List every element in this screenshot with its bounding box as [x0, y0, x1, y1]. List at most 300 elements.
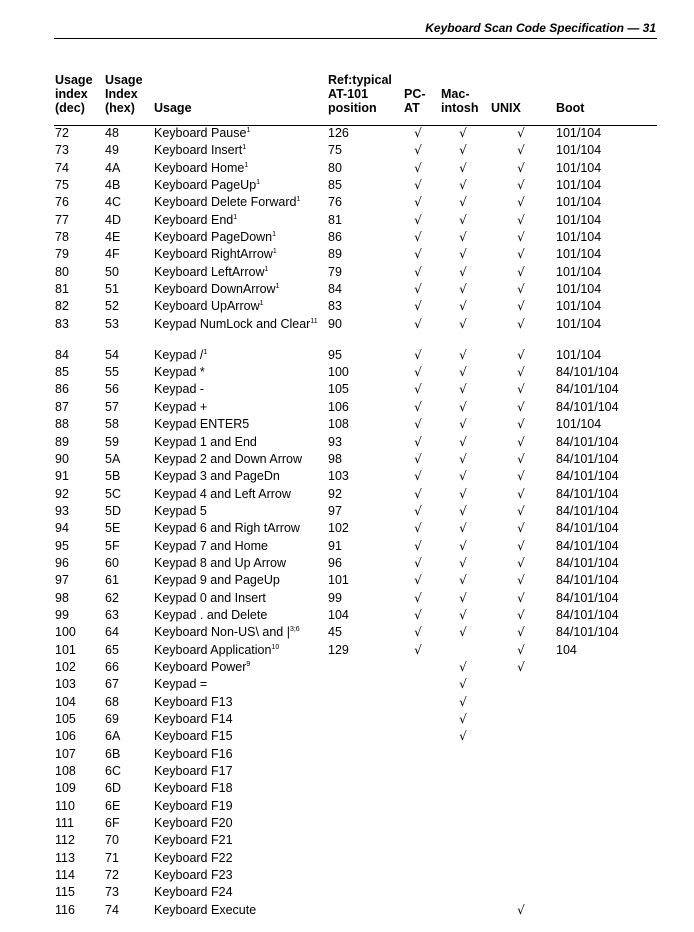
usage-name [154, 643, 326, 658]
table-row [0, 712, 694, 729]
usage-name [154, 382, 326, 397]
pc-at-check-icon: √ [414, 126, 422, 140]
usage-index-hex: 67 [105, 677, 119, 692]
boot-value: 104 [556, 642, 577, 657]
table-row [0, 868, 694, 885]
unix-check-icon: √ [517, 469, 525, 484]
usage-label: Keyboard Application [154, 642, 272, 657]
ref-position: 86 [328, 230, 342, 245]
usage-name [154, 868, 326, 883]
pc-at-check-icon: √ [414, 469, 422, 484]
usage-index-dec: 84 [55, 347, 69, 362]
usage-name [154, 348, 326, 363]
unix-check-icon: √ [517, 625, 525, 640]
macintosh-check-icon: √ [459, 160, 467, 175]
usage-label: Keyboard F13 [154, 694, 233, 709]
usage-index-hex: 4E [105, 230, 121, 245]
usage-name [154, 539, 326, 554]
footnote-ref: 1 [233, 213, 238, 221]
pc-at-check-icon: √ [414, 143, 422, 158]
usage-index-dec: 109 [55, 781, 76, 796]
pc-at-check-icon: √ [414, 642, 422, 657]
table-row [0, 747, 694, 764]
table-row [0, 643, 694, 660]
unix-check-icon: √ [517, 178, 525, 193]
unix-check-icon: √ [517, 555, 525, 570]
usage-label: Keyboard PageUp [154, 178, 257, 193]
usage-index-dec: 104 [55, 694, 76, 709]
ref-position: 96 [328, 555, 342, 570]
usage-index-hex: 55 [105, 365, 119, 380]
usage-label: Keypad 2 and Down Arrow [154, 451, 303, 466]
macintosh-check-icon: √ [459, 264, 467, 279]
boot-value: 84/101/104 [556, 451, 619, 466]
footnote-ref: 1 [246, 127, 251, 134]
running-header: Keyboard Scan Code Specification — 31 [425, 21, 656, 35]
macintosh-check-icon: √ [459, 316, 467, 331]
usage-name [154, 435, 326, 450]
table-row [0, 833, 694, 850]
table-row [0, 469, 694, 486]
usage-name [154, 469, 326, 484]
pc-at-check-icon: √ [414, 247, 422, 262]
pc-at-check-icon: √ [414, 590, 422, 605]
usage-label: Keypad + [154, 399, 208, 414]
usage-index-hex: 5C [105, 486, 121, 501]
usage-name [154, 299, 326, 314]
usage-name [154, 729, 326, 744]
table-row [0, 161, 694, 178]
ref-position: 102 [328, 521, 349, 536]
table-row [0, 729, 694, 746]
unix-check-icon: √ [517, 486, 525, 501]
boot-value: 84/101/104 [556, 469, 619, 484]
unix-check-icon: √ [517, 160, 525, 175]
unix-check-icon: √ [517, 434, 525, 449]
unix-check-icon: √ [517, 902, 525, 917]
usage-name [154, 816, 326, 831]
boot-value: 84/101/104 [556, 434, 619, 449]
table-row [0, 195, 694, 212]
ref-position: 45 [328, 625, 342, 640]
usage-name [154, 781, 326, 796]
table-row [0, 348, 694, 365]
boot-value: 101/104 [556, 195, 602, 210]
boot-value: 84/101/104 [556, 365, 619, 380]
macintosh-check-icon: √ [459, 195, 467, 210]
usage-label: Keyboard F23 [154, 868, 233, 883]
col-header-hex: Usage Index (hex) [105, 73, 143, 115]
usage-index-dec: 99 [55, 607, 69, 622]
unix-check-icon: √ [517, 264, 525, 279]
table-body [0, 126, 694, 920]
usage-label: Keyboard Non-US\ and | [154, 625, 290, 640]
unix-check-icon: √ [517, 451, 525, 466]
table-row [0, 781, 694, 798]
usage-index-hex: 68 [105, 694, 119, 709]
ref-position: 91 [328, 538, 342, 553]
usage-index-hex: 6E [105, 798, 121, 813]
usage-name [154, 417, 326, 432]
usage-index-hex: 58 [105, 417, 119, 432]
usage-index-hex: 4D [105, 212, 121, 227]
ref-position: 81 [328, 212, 342, 227]
macintosh-check-icon: √ [459, 625, 467, 640]
ref-position: 79 [328, 264, 342, 279]
usage-name [154, 885, 326, 900]
macintosh-check-icon: √ [459, 451, 467, 466]
macintosh-check-icon: √ [459, 521, 467, 536]
usage-index-dec: 101 [55, 642, 76, 657]
usage-name [154, 161, 326, 176]
footnote-ref: 1 [256, 179, 261, 187]
usage-index-dec: 72 [55, 126, 69, 140]
usage-label: Keypad - [154, 382, 205, 397]
unix-check-icon: √ [517, 399, 525, 414]
table-row [0, 816, 694, 833]
usage-label: Keyboard F22 [154, 850, 233, 865]
usage-name [154, 365, 326, 380]
usage-index-dec: 93 [55, 503, 69, 518]
macintosh-check-icon: √ [459, 555, 467, 570]
macintosh-check-icon: √ [459, 230, 467, 245]
usage-index-dec: 108 [55, 764, 76, 779]
macintosh-check-icon: √ [459, 282, 467, 297]
unix-check-icon: √ [517, 230, 525, 245]
ref-position: 126 [328, 126, 349, 140]
usage-label: Keypad . and Delete [154, 607, 268, 622]
ref-position: 104 [328, 607, 349, 622]
usage-name [154, 195, 326, 210]
usage-index-dec: 73 [55, 143, 69, 158]
macintosh-check-icon: √ [459, 178, 467, 193]
usage-index-dec: 96 [55, 555, 69, 570]
usage-label: Keypad 5 [154, 503, 207, 518]
usage-index-hex: 59 [105, 434, 119, 449]
unix-check-icon: √ [517, 417, 525, 432]
usage-name [154, 521, 326, 536]
unix-check-icon: √ [517, 247, 525, 262]
table-row [0, 539, 694, 556]
usage-label: Keyboard Delete Forward [154, 195, 297, 210]
usage-label: Keypad 0 and Insert [154, 590, 266, 605]
usage-index-hex: 5B [105, 469, 121, 484]
usage-index-hex: 70 [105, 833, 119, 848]
usage-index-dec: 75 [55, 178, 69, 193]
pc-at-check-icon: √ [414, 538, 422, 553]
pc-at-check-icon: √ [414, 365, 422, 380]
table-row [0, 230, 694, 247]
usage-index-dec: 83 [55, 316, 69, 331]
unix-check-icon: √ [517, 521, 525, 536]
usage-name [154, 400, 326, 415]
usage-label: Keypad 3 and PageDn [154, 469, 280, 484]
usage-label: Keyboard F20 [154, 816, 233, 831]
macintosh-check-icon: √ [459, 590, 467, 605]
table-row [0, 885, 694, 902]
pc-at-check-icon: √ [414, 417, 422, 432]
pc-at-check-icon: √ [414, 503, 422, 518]
usage-label: Keypad = [154, 677, 208, 692]
macintosh-check-icon: √ [459, 247, 467, 262]
usage-label: Keyboard F19 [154, 798, 233, 813]
usage-index-hex: 69 [105, 712, 119, 726]
usage-label: Keyboard LeftArrow [154, 264, 265, 279]
boot-value: 84/101/104 [556, 503, 619, 518]
boot-value: 84/101/104 [556, 573, 619, 588]
ref-position: 129 [328, 642, 349, 657]
pc-at-check-icon: √ [414, 451, 422, 466]
boot-value: 101/104 [556, 316, 602, 331]
pc-at-check-icon: √ [414, 282, 422, 297]
table-row [0, 317, 694, 348]
usage-index-dec: 88 [55, 417, 69, 432]
macintosh-check-icon: √ [459, 677, 467, 692]
pc-at-check-icon: √ [414, 399, 422, 414]
usage-index-dec: 100 [55, 625, 76, 640]
unix-check-icon: √ [517, 126, 525, 140]
usage-index-hex: 66 [105, 659, 119, 674]
usage-index-dec: 98 [55, 590, 69, 605]
usage-label: Keyboard Power [154, 659, 247, 674]
footnote-ref: 1 [203, 348, 208, 356]
unix-check-icon: √ [517, 195, 525, 210]
boot-value: 101/104 [556, 143, 602, 158]
ref-position: 89 [328, 247, 342, 262]
usage-name [154, 178, 326, 193]
pc-at-check-icon: √ [414, 555, 422, 570]
pc-at-check-icon: √ [414, 160, 422, 175]
table-row [0, 521, 694, 538]
unix-check-icon: √ [517, 659, 525, 674]
table-row [0, 764, 694, 781]
table-row [0, 591, 694, 608]
footnote-ref: 10 [271, 643, 280, 651]
usage-index-hex: 54 [105, 347, 119, 362]
ref-position: 83 [328, 299, 342, 314]
usage-index-hex: 6F [105, 816, 120, 831]
usage-name [154, 851, 326, 866]
usage-label: Keypad NumLock and Clear [154, 316, 311, 331]
usage-index-dec: 115 [55, 885, 75, 900]
usage-label: Keyboard RightArrow [154, 247, 273, 262]
usage-label: Keyboard F18 [154, 781, 233, 796]
macintosh-check-icon: √ [459, 417, 467, 432]
pc-at-check-icon: √ [414, 521, 422, 536]
usage-name [154, 573, 326, 588]
usage-index-hex: 6D [105, 781, 121, 796]
ref-position: 92 [328, 486, 342, 501]
usage-index-hex: 63 [105, 607, 119, 622]
macintosh-check-icon: √ [459, 712, 467, 726]
macintosh-check-icon: √ [459, 538, 467, 553]
usage-label: Keyboard Home [154, 160, 245, 175]
usage-index-hex: 73 [105, 885, 119, 900]
usage-index-dec: 77 [55, 212, 69, 227]
table-row [0, 573, 694, 590]
usage-index-dec: 85 [55, 365, 69, 380]
unix-check-icon: √ [517, 538, 525, 553]
boot-value: 84/101/104 [556, 382, 619, 397]
table-row [0, 695, 694, 712]
usage-label: Keypad 7 and Home [154, 538, 268, 553]
boot-value: 84/101/104 [556, 486, 619, 501]
ref-position: 76 [328, 195, 342, 210]
table-row [0, 282, 694, 299]
boot-value: 101/104 [556, 247, 602, 262]
usage-label: Keyboard Insert [154, 143, 243, 158]
footnote-ref: 1 [275, 283, 280, 291]
table-row [0, 400, 694, 417]
usage-label: Keypad / [154, 347, 204, 362]
usage-index-dec: 90 [55, 451, 69, 466]
pc-at-check-icon: √ [414, 316, 422, 331]
footnote-ref: 1 [242, 144, 247, 152]
usage-name [154, 747, 326, 762]
pc-at-check-icon: √ [414, 434, 422, 449]
usage-index-hex: 56 [105, 382, 119, 397]
pc-at-check-icon: √ [414, 347, 422, 362]
macintosh-check-icon: √ [459, 607, 467, 622]
footnote-ref: 3;6 [289, 626, 300, 634]
usage-index-dec: 111 [55, 816, 75, 831]
macintosh-check-icon: √ [459, 143, 467, 158]
usage-name [154, 660, 326, 675]
usage-label: Keyboard F16 [154, 746, 233, 761]
pc-at-check-icon: √ [414, 625, 422, 640]
col-header-ref: Ref:typical AT-101 position [328, 73, 392, 115]
table-row [0, 213, 694, 230]
usage-index-hex: 72 [105, 868, 119, 883]
macintosh-check-icon: √ [459, 126, 467, 140]
usage-index-dec: 81 [55, 282, 69, 297]
table-row [0, 556, 694, 573]
usage-index-hex: 6B [105, 746, 121, 761]
usage-index-hex: 5A [105, 451, 121, 466]
usage-name [154, 677, 326, 692]
usage-index-dec: 82 [55, 299, 69, 314]
usage-index-hex: 64 [105, 625, 119, 640]
pc-at-check-icon: √ [414, 212, 422, 227]
usage-name [154, 591, 326, 606]
ref-position: 80 [328, 160, 342, 175]
table-row [0, 299, 694, 316]
usage-index-hex: 61 [105, 573, 119, 588]
unix-check-icon: √ [517, 365, 525, 380]
pc-at-check-icon: √ [414, 264, 422, 279]
footnote-ref: 1 [272, 248, 277, 256]
usage-name [154, 213, 326, 228]
usage-index-hex: 51 [105, 282, 119, 297]
usage-index-dec: 102 [55, 659, 76, 674]
usage-index-dec: 74 [55, 160, 69, 175]
col-header-boot: Boot [556, 101, 585, 115]
ref-position: 85 [328, 178, 342, 193]
pc-at-check-icon: √ [414, 486, 422, 501]
usage-name [154, 487, 326, 502]
unix-check-icon: √ [517, 503, 525, 518]
boot-value: 101/104 [556, 264, 602, 279]
footnote-ref: 1 [272, 231, 277, 239]
usage-label: Keypad 1 and End [154, 434, 257, 449]
ref-position: 99 [328, 590, 342, 605]
boot-value: 101/104 [556, 417, 602, 432]
table-row [0, 677, 694, 694]
usage-index-dec: 87 [55, 399, 69, 414]
table-row [0, 625, 694, 642]
macintosh-check-icon: √ [459, 382, 467, 397]
usage-name [154, 625, 326, 640]
usage-name [154, 265, 326, 280]
usage-index-dec: 113 [55, 850, 75, 865]
usage-index-hex: 6A [105, 729, 121, 744]
pc-at-check-icon: √ [414, 178, 422, 193]
footnote-ref: 1 [264, 265, 269, 273]
boot-value: 101/104 [556, 230, 602, 245]
usage-name [154, 282, 326, 297]
usage-index-hex: 60 [105, 555, 119, 570]
usage-name [154, 143, 326, 158]
usage-name [154, 230, 326, 245]
unix-check-icon: √ [517, 607, 525, 622]
boot-value: 84/101/104 [556, 607, 619, 622]
usage-index-hex: 53 [105, 316, 119, 331]
unix-check-icon: √ [517, 282, 525, 297]
table-row [0, 487, 694, 504]
boot-value: 101/104 [556, 178, 602, 193]
boot-value: 101/104 [556, 347, 602, 362]
pc-at-check-icon: √ [414, 299, 422, 314]
table-row [0, 382, 694, 399]
usage-name [154, 452, 326, 467]
usage-label: Keyboard F21 [154, 833, 233, 848]
ref-position: 108 [328, 417, 349, 432]
pc-at-check-icon: √ [414, 607, 422, 622]
usage-label: Keyboard DownArrow [154, 282, 276, 297]
boot-value: 101/104 [556, 282, 602, 297]
boot-value: 84/101/104 [556, 625, 619, 640]
pc-at-check-icon: √ [414, 573, 422, 588]
usage-index-dec: 76 [55, 195, 69, 210]
usage-name [154, 695, 326, 710]
usage-index-dec: 95 [55, 538, 69, 553]
usage-index-dec: 110 [55, 798, 75, 813]
boot-value: 101/104 [556, 299, 602, 314]
usage-name [154, 247, 326, 262]
usage-index-hex: 62 [105, 590, 119, 605]
boot-value: 84/101/104 [556, 399, 619, 414]
usage-index-dec: 79 [55, 247, 69, 262]
macintosh-check-icon: √ [459, 503, 467, 518]
macintosh-check-icon: √ [459, 729, 467, 744]
usage-index-dec: 107 [55, 746, 76, 761]
col-header-pc: PC- AT [404, 87, 426, 115]
table-row [0, 608, 694, 625]
usage-index-hex: 57 [105, 399, 119, 414]
ref-position: 93 [328, 434, 342, 449]
usage-label: Keyboard F15 [154, 729, 233, 744]
ref-position: 98 [328, 451, 342, 466]
usage-index-hex: 4A [105, 160, 121, 175]
usage-name [154, 317, 326, 332]
usage-index-hex: 5E [105, 521, 121, 536]
usage-index-dec: 86 [55, 382, 69, 397]
usage-index-dec: 105 [55, 712, 76, 726]
usage-index-dec: 80 [55, 264, 69, 279]
table-row [0, 660, 694, 677]
boot-value: 84/101/104 [556, 521, 619, 536]
usage-label: Keypad 8 and Up Arrow [154, 555, 287, 570]
